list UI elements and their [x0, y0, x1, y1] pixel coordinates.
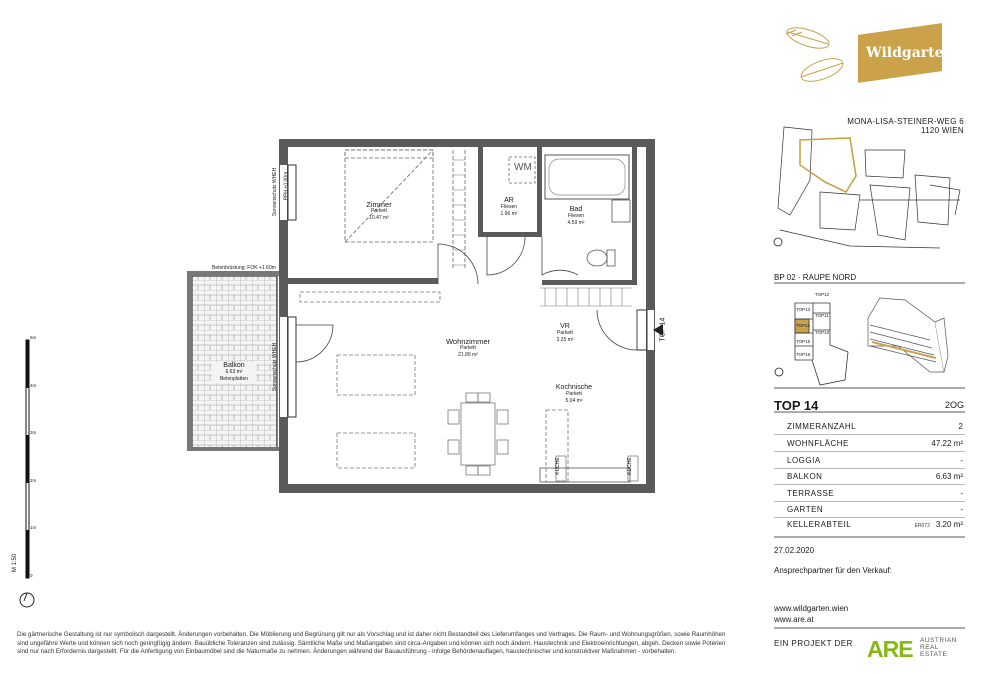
room-name: Kochnische: [555, 384, 593, 391]
unit-row: [787, 422, 963, 431]
room-name: VR: [560, 323, 570, 330]
row-label: LOGGIA: [787, 456, 821, 465]
link-wildgarten[interactable]: www.wildgarten.wien: [774, 604, 849, 613]
wm-label: WM: [514, 162, 532, 173]
room-area: 4.59 m²: [567, 220, 585, 226]
row-label: ZIMMERANZAHL: [787, 422, 857, 431]
room-floor: Fliesen: [567, 213, 585, 219]
wildgarten-logo: Wildgarten: [866, 45, 954, 61]
room-name: Zimmer: [366, 200, 392, 209]
scale-label: M 1:50: [12, 553, 19, 573]
scale-tick: 5m: [30, 335, 37, 340]
scale-tick: 0: [30, 573, 33, 578]
scale-tick: 1m: [30, 525, 37, 530]
room-area: 21.89 m²: [458, 352, 478, 358]
room-kochnische: [548, 384, 600, 405]
scale-bar: [26, 340, 29, 578]
unit-row: [787, 505, 963, 514]
contact-label: Ansprechpartner für den Verkauf:: [774, 566, 892, 575]
plan-date: 27.02.2020: [774, 546, 815, 555]
are-text: [920, 637, 957, 658]
concrete-parapet-label: Betonbrüstung: FOK +1.60m: [212, 265, 276, 271]
unit-row: [787, 456, 963, 465]
room-floor: Fliesen: [500, 204, 518, 210]
keyplan-top-label: TOP12: [815, 292, 830, 297]
keyplan-top-label: TOP16: [796, 352, 811, 357]
room-name: Bad: [569, 206, 583, 213]
unit-title: TOP 14: [774, 398, 819, 413]
site-plan: [778, 127, 960, 248]
outer-walls: [279, 139, 655, 493]
room-bad: [561, 206, 591, 227]
row-value: -: [960, 505, 963, 514]
are-text-line: ESTATE: [920, 651, 948, 658]
room-floor: Parkett: [460, 345, 476, 351]
scale-tick: 2m: [30, 478, 37, 483]
unit-floor: 2OG: [944, 400, 964, 410]
keyplan-top-label: TOP10: [815, 330, 830, 335]
row-label: TERRASSE: [787, 489, 835, 498]
entrance-label: TOP 14: [659, 317, 667, 342]
unit-row: [787, 520, 963, 529]
unit-row: [787, 472, 963, 481]
balcony-rail: [187, 276, 192, 449]
building-3d: [868, 298, 948, 372]
leaf-decoration: [785, 24, 846, 86]
room-floor: Parkett: [566, 391, 582, 397]
address-city: 1120 WIEN: [920, 126, 964, 135]
row-label: GARTEN: [787, 505, 824, 514]
room-zimmer: [357, 201, 401, 222]
room-floor: Betonplatten: [219, 376, 249, 382]
row-value: 6.63 m²: [935, 472, 963, 481]
disclaimer: Die gärtnerische Gestaltung ist nur symbolisch dargestellt. Änderungen vorbehalten. Die Möblierung und Begrünung gilt nur als Vorschlag und ist daher nicht Bestandteil des Lieferumfanges und Vertrages. Die Raum- und Wohnungsgrößen, sowie Raumhöhen sind ungefähre Werte und können sich noch geringfügig ändern. Bauübliche Toleranzen sind zulässig. Sämtliche Maße und Maßangaben sind circa-Angaben und können sich noch ändern. Haustechnik und Elektroeinrichtungen, abgeh. Decken sowie Poterien sind nur nach Erfordernis dargestellt. Für die Anfertigung von Einbaumöbel sind die Naturmaße zu nehmen. Änderungen während der Bauausführung - infolge Behördenauflagen, haustechnischer und konstruktiver Maßnahmen - vorbehalten.: [17, 631, 726, 655]
room-area: 5.04 m²: [565, 398, 583, 404]
keyplan-top-label: TOP13: [796, 307, 811, 312]
row-value: 47.22 m²: [931, 439, 963, 448]
room-area: 3.25 m²: [556, 337, 574, 343]
link-are[interactable]: www.are.at: [774, 615, 814, 624]
room-name: AR: [504, 197, 514, 204]
parapet-label: PPH +0.00m: [283, 171, 290, 201]
are-logo: ARE: [867, 636, 913, 662]
sunshade-label: Sonnenschutz WHEH: [272, 342, 279, 392]
row-label: KELLERABTEIL: [787, 520, 852, 529]
room-name: Wohnzimmer: [445, 337, 491, 346]
building-name: BP 02 · RAUPE NORD: [774, 273, 857, 282]
row-value: -: [960, 456, 963, 465]
project-label: EIN PROJEKT DER: [774, 639, 853, 648]
address-street: MONA-LISA-STEINER-WEG 6: [847, 117, 964, 126]
room-vr: [550, 323, 580, 344]
room-area: 6.63 m²: [225, 369, 243, 375]
scale-tick: 3m: [30, 430, 37, 435]
sunshade-label: Sonnenschutz WHEH: [272, 167, 279, 217]
row-value: 3.20 m²: [935, 520, 963, 529]
room-name: Balkon: [223, 362, 245, 369]
row-label: BALKON: [787, 472, 823, 481]
room-floor: Parkett: [557, 330, 573, 336]
room-area: 1.96 m²: [500, 211, 518, 217]
scale-tick: 4m: [30, 383, 37, 388]
room-area: 10.47 m²: [369, 215, 389, 221]
room-floor: Parkett: [371, 208, 387, 214]
keyplan-top-label: TOP15: [796, 339, 811, 344]
room-wohnzimmer: [440, 338, 496, 359]
are-text-line: REAL: [920, 644, 939, 651]
room-ar: [494, 197, 524, 218]
unit-row: [787, 489, 963, 498]
row-value: 2: [958, 422, 963, 431]
room-balkon: [212, 362, 256, 383]
unit-row: [787, 439, 963, 448]
row-label: WOHNFLÄCHE: [787, 439, 849, 448]
kitchen-label: KÜCHE: [554, 457, 561, 475]
row-value: -: [960, 489, 963, 498]
row-extra: ER072: [914, 523, 930, 529]
are-text-line: AUSTRIAN: [920, 637, 957, 644]
kitchen-label: KÜCHE: [626, 457, 633, 475]
keyplan-top-label: TOP14: [796, 323, 811, 328]
keyplan-top-label: TOP11: [815, 313, 829, 318]
